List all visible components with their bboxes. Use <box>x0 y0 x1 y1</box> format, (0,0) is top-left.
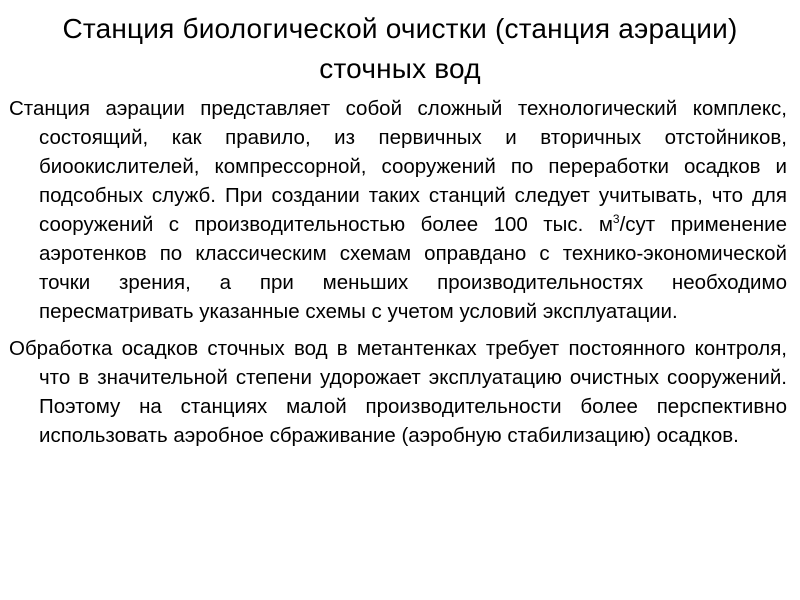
paragraph-aeration-station <box>9 94 787 326</box>
paragraph-text-after-superscript: /сут применение аэротенков по классическим схемам оправдано с технико-экономической точки зрения, а при меньших производительностях необходимо пересматривать указанные схемы с учетом условий эксплуатации. <box>39 213 788 323</box>
slide-body <box>9 94 787 458</box>
paragraph-sludge-treatment: Обработка осадков сточных вод в метантенках требует постоянного контроля, что в значительной степени удорожает эксплуатацию очистных сооружений. Поэтому на станциях малой производительности более перспективно использовать аэробное сбраживание (аэробную стабилизацию) осадков. <box>9 337 787 447</box>
slide-title: Станция биологической очистки (станция аэрации) сточных вод <box>62 13 738 84</box>
paragraph-text-before-superscript: Станция аэрации представляет собой сложный технологический комплекс, состоящий, как правило, из первичных и вторичных отстойников, биоокислителей, компрессорной, сооружений по переработки осадков и подсобных служб. При создании таких станций следует учитывать, что для сооружений с производительностью более 100 тыс. м <box>9 97 787 236</box>
superscript-cubic: 3 <box>612 212 620 226</box>
